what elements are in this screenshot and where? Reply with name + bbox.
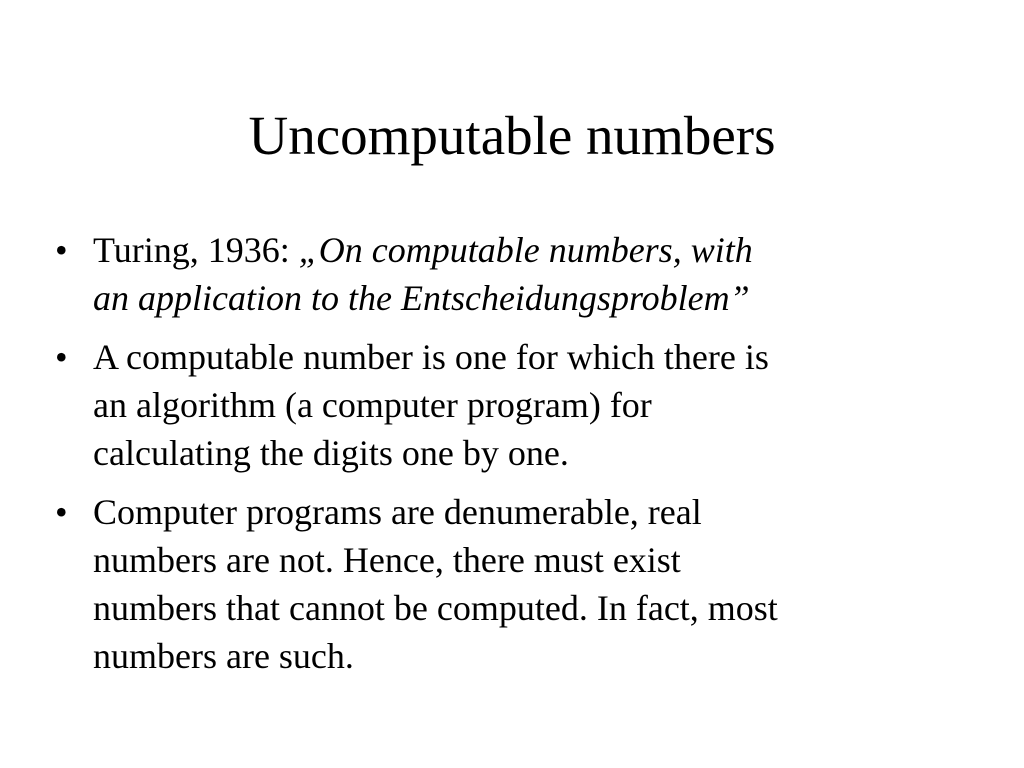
bullet-line: numbers that cannot be computed. In fact, most xyxy=(93,588,778,628)
bullet-dot-icon: • xyxy=(55,492,68,532)
bullet-line: numbers are such. xyxy=(93,636,354,676)
bullet-line: calculating the digits one by one. xyxy=(93,433,569,473)
bullet-line: A computable number is one for which there is xyxy=(93,337,769,377)
bullet-line: numbers are not. Hence, there must exist xyxy=(93,540,681,580)
bullet-line: Computer programs are denumerable, real xyxy=(93,492,702,532)
bullet-line xyxy=(93,226,985,274)
bullet-list xyxy=(55,226,985,691)
paper-title-italic: „On computable numbers, with xyxy=(298,230,753,270)
bullet-item xyxy=(55,333,985,477)
bullet-text: Turing, 1936: xyxy=(93,230,299,270)
bullet-line: an algorithm (a computer program) for xyxy=(93,385,652,425)
bullet-dot-icon: • xyxy=(55,337,68,377)
bullet-item xyxy=(55,488,985,680)
paper-title-italic: an application to the Entscheidungsproblem” xyxy=(93,278,750,318)
bullet-item xyxy=(55,226,985,322)
slide-title: Uncomputable numbers xyxy=(248,105,776,166)
bullet-dot-icon: • xyxy=(55,230,68,270)
